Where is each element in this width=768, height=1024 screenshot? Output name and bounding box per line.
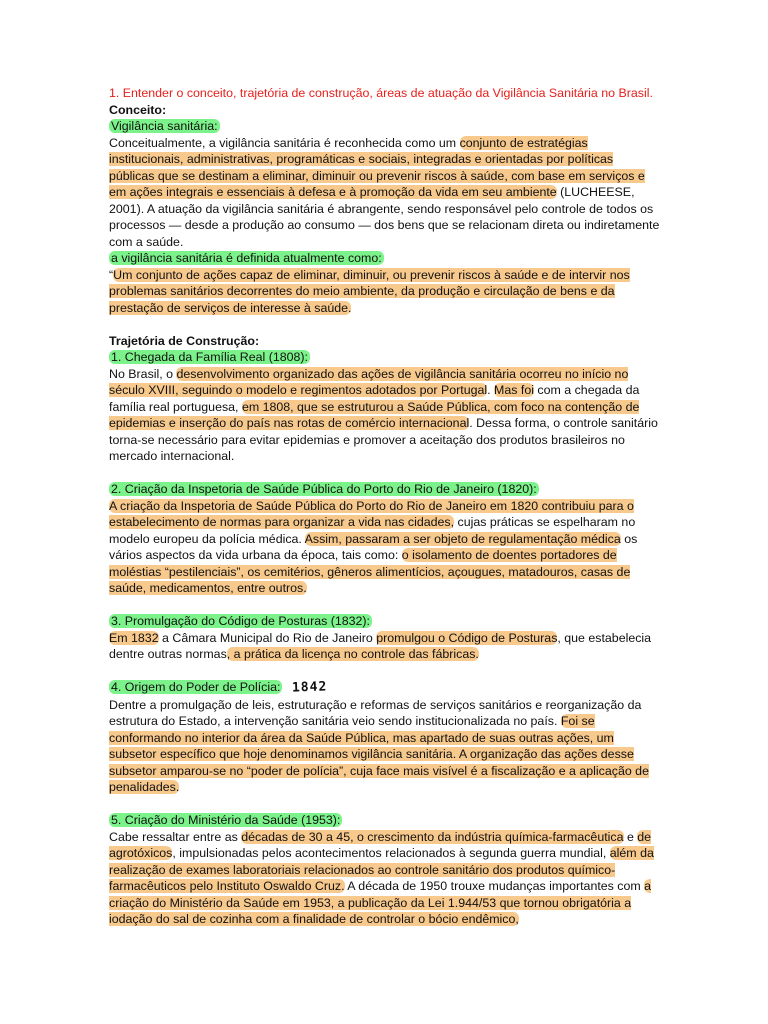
- topic-1-title: 1. Chegada da Família Real (1808):: [111, 350, 308, 364]
- topic-1-paragraph: No Brasil, o desenvolvimento organizado das ações de vigilância sanitária ocorreu no início no século XVIII, seguindo o modelo e regimentos adotados por Portugal. Mas foi com a chegada da família real portuguesa, em 1808, que se estruturou a Saúde Pública, com foco na contenção de epidemias e inserção do país nas rotas de comércio internacional. Dessa forma, o controle sanitário torna-se necessário para evitar epidemias e promover a aceitação dos produtos brasileiros no mercado internacional.: [109, 366, 658, 463]
- highlight: Em 1832: [109, 630, 159, 645]
- conceito-label: Conceito:: [109, 102, 167, 117]
- highlight: Um conjunto de ações capaz de eliminar, diminuir, ou prevenir riscos à saúde e de intervir nos problemas sanitários decorrentes do meio ambiente, da produção e circulação de bens e da prestação de serviços de interesse à saúde.: [109, 267, 630, 315]
- subheading-definicao: a vigilância sanitária é definida atualmente como:: [111, 251, 382, 265]
- section-heading: 1. Entender o conceito, trajetória de construção, áreas de atuação da Vigilância Sanitária no Brasil.: [109, 86, 653, 100]
- highlight: além da realização de exames laboratoriais relacionados ao controle sanitário dos produtos químico- farmacêuticos pelo Instituto Oswaldo Cruz.: [109, 846, 654, 893]
- definicao-paragraph: “Um conjunto de ações capaz de eliminar, diminuir, ou prevenir riscos à saúde e de intervir nos problemas sanitários decorrentes do meio ambiente, da produção e circulação de bens e da prestação de serviços de interesse à saúde.: [109, 267, 630, 315]
- topic-5-paragraph: Cabe ressaltar entre as décadas de 30 a 45, o crescimento da indústria química-farmacêutica e de agrotóxicos, impulsionadas pelos acontecimentos relacionados à segunda guerra mundial, além da realização de exames laboratoriais relacionados ao controle sanitário dos produtos químico- farmacêuticos pelo Instituto Oswaldo Cruz. A década de 1950 trouxe mudanças importantes com a criação do Ministério da Saúde em 1953, a publicação da Lei 1.944/53 que tornou obrigatória a iodação do sal de cozinha com a finalidade de controlar o bócio endêmico,: [109, 829, 654, 926]
- topic-2-paragraph: A criação da Inspetoria de Saúde Pública do Porto do Rio de Janeiro em 1820 contribuiu para o estabelecimento de normas para organizar a vida nas cidades, cujas práticas se espelharam no modelo europeu da polícia médica. Assim, passaram a ser objeto de regulamentação médica os vários aspectos da vida urbana da época, tais como: o isolamento de doentes portadores de moléstias “pestilenciais”, os cemitérios, gêneros alimentícios, açougues, matadouros, casas de saúde, medicamentos, entre outros.: [109, 498, 638, 595]
- handwritten-note: 1842: [292, 679, 328, 696]
- highlight: a criação do Ministério da Saúde em 1953, a publicação da Lei 1.944/53 que tornou obrigatória a iodação do sal de cozinha com a finalidade de controlar o bócio endêmico,: [109, 879, 652, 926]
- topic-3-title: 3. Promulgação do Código de Posturas (1832):: [111, 614, 370, 628]
- topic-4-paragraph: Dentre a promulgação de leis, estruturação e reformas de serviços sanitários e reorganização da estrutura do Estado, a intervenção sanitária veio sendo institucionalizada no país. Foi se conformando no interior da área da Saúde Pública, mas apartado de suas outras ações, um subsetor específico que hoje denominamos vigilância sanitária. A organização das ações desse subsetor amparou-se no “poder de polícia”, cuja face mais visível é a fiscalização e a aplicação de penalidades.: [109, 697, 649, 794]
- highlight: em 1808, que se estruturou a Saúde Pública, com foco na contenção de epidemias e inserção do país nas rotas de comércio internacional: [109, 399, 640, 430]
- highlight: Mas foi: [494, 383, 534, 397]
- topic-2-title: 2. Criação da Inspetoria de Saúde Pública do Porto do Rio de Janeiro (1820):: [111, 482, 537, 496]
- topic-4-title: 4. Origem do Poder de Polícia:: [111, 680, 281, 694]
- highlight: , a prática da licença no controle das fábricas.: [226, 647, 479, 661]
- highlight: desenvolvimento organizado das ações de vigilância sanitária ocorreu no início no século XVIII, seguindo o modelo e regimentos adotados por Portugal: [109, 366, 629, 397]
- highlight: promulgou o Código de Posturas: [376, 630, 558, 645]
- highlight: de agrotóxicos: [109, 829, 652, 860]
- highlight: décadas de 30 a 45, o crescimento da indústria química-farmacêutica: [241, 829, 624, 844]
- subheading-vigilancia: Vigilância sanitária:: [111, 119, 218, 133]
- topic-3-paragraph: Em 1832 a Câmara Municipal do Rio de Janeiro promulgou o Código de Posturas, que estabelecia dentre outras normas, a prática da licença no controle das fábricas.: [109, 630, 652, 661]
- highlight: o isolamento de doentes portadores de moléstias “pestilenciais”, os cemitérios, gêneros alimentícios, açougues, matadouros, casas de saúde, medicamentos, entre outros.: [109, 548, 631, 595]
- highlight: Foi se conformando no interior da área da Saúde Pública, mas apartado de suas outras ações, um subsetor específico que hoje denominamos vigilância sanitária. A organização das ações desse subsetor amparou-se no “poder de polícia”, cuja face mais visível é a fiscalização e a aplicação de penalidades.: [109, 714, 649, 794]
- highlight: conjunto de estratégias institucionais, administrativas, programáticas e sociais, integradas e orientadas por políticas públicas que se destinam a eliminar, diminuir ou prevenir riscos à saúde, com base em serviços e em ações integrais e essenciais à defesa e à promoção da vida em seu ambiente: [109, 135, 645, 199]
- document-body: [109, 85, 661, 928]
- highlight: A criação da Inspetoria de Saúde Pública do Porto do Rio de Janeiro em 1820 contribuiu para o estabelecimento de normas para organizar a vida nas cidades,: [109, 498, 634, 529]
- highlight: Assim, passaram a ser objeto de regulamentação médica: [304, 531, 621, 546]
- topic-5-title: 5. Criação do Ministério da Saúde (1953):: [111, 813, 341, 827]
- trajetoria-label: Trajetória de Construção:: [109, 333, 260, 348]
- conceito-paragraph: Conceitualmente, a vigilância sanitária é reconhecida como um conjunto de estratégias institucionais, administrativas, programáticas e sociais, integradas e orientadas por políticas públicas que se destinam a eliminar, diminuir ou prevenir riscos à saúde, com base em serviços e em ações integrais e essenciais à defesa e à promoção da vida em seu ambiente (LUCHEESE, 2001). A atuação da vigilância sanitária é abrangente, sendo responsável pelo controle de todos os processos — desde a produção ao consumo — dos bens que se relacionam direta ou indiretamente com a saúde.: [109, 135, 660, 249]
